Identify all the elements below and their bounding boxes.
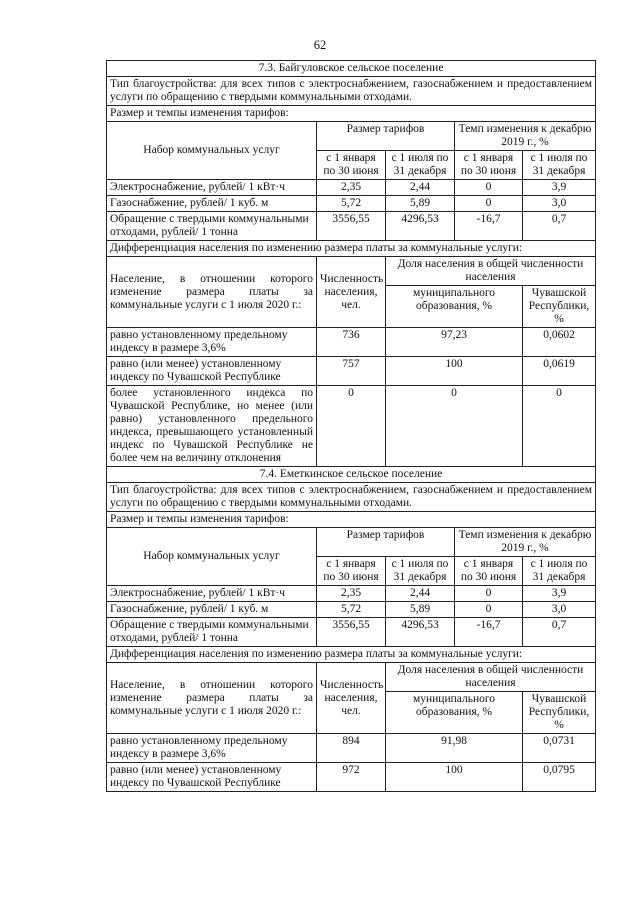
tariff-document-table: [106, 60, 596, 792]
tariff-value: 5,89: [386, 196, 455, 212]
population-group: равно (или менее) установленному индексу по Чувашской Республике: [107, 763, 317, 792]
rate-header: Темп изменения к декабрю 2019 г., %: [455, 122, 596, 151]
population-group: равно установленному предельному индексу в размере 3,6%: [107, 328, 317, 357]
rate-value: 0: [455, 196, 523, 212]
period-jan-header: с 1 января по 30 июня: [455, 151, 523, 180]
rate-value: 3,9: [523, 180, 596, 196]
rate-value: 3,0: [523, 196, 596, 212]
tariff-value: 3556,55: [317, 618, 386, 647]
republic-share: 0,0795: [523, 763, 596, 792]
table-row: [107, 618, 596, 647]
republic-header: Чувашской Республики, %: [523, 692, 596, 734]
population-group: равно (или менее) установленному индексу по Чувашской Республике: [107, 357, 317, 386]
period-jul-header: с 1 июля по 31 декабря: [386, 151, 455, 180]
period-jul-header: с 1 июля по 31 декабря: [386, 557, 455, 586]
rate-value: 0,7: [523, 212, 596, 241]
republic-header: Чувашской Республики, %: [523, 286, 596, 328]
tariffs-caption: Размер и темпы изменения тарифов:: [107, 512, 596, 528]
rate-value: -16,7: [455, 212, 523, 241]
population-group: более установленного индекса по Чувашской Республике, но менее (или равно) установленного предельного индекса, превышающего установленный индекс по Чувашской Республике не более чем на величину отклонения: [107, 386, 317, 467]
tariff-value: 2,44: [386, 586, 455, 602]
service-name: Электроснабжение, рублей/ 1 кВт·ч: [107, 180, 317, 196]
diff-caption: Дифференциация населения по изменению размера платы за коммунальные услуги:: [107, 241, 596, 257]
period-jan-header: с 1 января по 30 июня: [317, 151, 386, 180]
municipal-header: муниципального образования, %: [386, 286, 523, 328]
table-row: [107, 357, 596, 386]
tariff-value: 2,35: [317, 586, 386, 602]
population-header: Население, в отношении которого изменение размера платы за коммунальные услуги с 1 июля 2020 г.:: [107, 257, 317, 328]
population-header: Население, в отношении которого изменение размера платы за коммунальные услуги с 1 июля 2020 г.:: [107, 663, 317, 734]
amenity-type: Тип благоустройства: для всех типов с электроснабжением, газоснабжением и предоставлением услуги по обращению с твердыми коммунальными отходами.: [107, 77, 596, 106]
population-count: 894: [317, 734, 386, 763]
section-title: 7.3. Байгуловское сельское поселение: [107, 61, 596, 77]
population-count: 972: [317, 763, 386, 792]
table-row: [107, 586, 596, 602]
count-header: Численность населения, чел.: [317, 663, 386, 734]
municipal-share: 0: [386, 386, 523, 467]
share-header: Доля населения в общей численности населения: [386, 257, 596, 286]
section-title: 7.4. Еметкинское сельское поселение: [107, 467, 596, 483]
rate-value: -16,7: [455, 618, 523, 647]
tariff-value: 4296,53: [386, 212, 455, 241]
republic-share: 0,0731: [523, 734, 596, 763]
tariff-value: 4296,53: [386, 618, 455, 647]
tariff-value: 2,44: [386, 180, 455, 196]
tariff-value: 5,72: [317, 602, 386, 618]
share-header: Доля населения в общей численности населения: [386, 663, 596, 692]
municipal-share: 100: [386, 763, 523, 792]
diff-caption: Дифференциация населения по изменению размера платы за коммунальные услуги:: [107, 647, 596, 663]
period-jul-header: с 1 июля по 31 декабря: [523, 151, 596, 180]
table-row: [107, 763, 596, 792]
republic-share: 0,0602: [523, 328, 596, 357]
municipal-share: 100: [386, 357, 523, 386]
size-header: Размер тарифов: [317, 122, 455, 151]
document-content: [106, 60, 595, 792]
population-group: равно установленному предельному индексу в размере 3,6%: [107, 734, 317, 763]
republic-share: 0,0619: [523, 357, 596, 386]
municipal-share: 91,98: [386, 734, 523, 763]
population-count: 736: [317, 328, 386, 357]
count-header: Численность населения, чел.: [317, 257, 386, 328]
rate-value: 0: [455, 602, 523, 618]
municipal-header: муниципального образования, %: [386, 692, 523, 734]
period-jul-header: с 1 июля по 31 декабря: [523, 557, 596, 586]
period-jan-header: с 1 января по 30 июня: [317, 557, 386, 586]
amenity-type: Тип благоустройства: для всех типов с электроснабжением, газоснабжением и предоставлением услуги по обращению с твердыми коммунальными отходами.: [107, 483, 596, 512]
service-name: Обращение с твердыми коммунальными отходами, рублей/ 1 тонна: [107, 212, 317, 241]
tariffs-caption: Размер и темпы изменения тарифов:: [107, 106, 596, 122]
table-row: [107, 196, 596, 212]
rate-value: 3,9: [523, 586, 596, 602]
tariff-value: 5,89: [386, 602, 455, 618]
page-number: 62: [313, 38, 327, 52]
service-name: Обращение с твердыми коммунальными отходами, рублей/ 1 тонна: [107, 618, 317, 647]
rate-value: 0: [455, 586, 523, 602]
population-count: 757: [317, 357, 386, 386]
table-row: [107, 328, 596, 357]
population-count: 0: [317, 386, 386, 467]
rate-value: 0,7: [523, 618, 596, 647]
service-name: Электроснабжение, рублей/ 1 кВт·ч: [107, 586, 317, 602]
republic-share: 0: [523, 386, 596, 467]
table-row: [107, 180, 596, 196]
tariff-value: 3556,55: [317, 212, 386, 241]
table-row: [107, 734, 596, 763]
service-name: Газоснабжение, рублей/ 1 куб. м: [107, 196, 317, 212]
services-header: Набор коммунальных услуг: [107, 528, 317, 586]
rate-header: Темп изменения к декабрю 2019 г., %: [455, 528, 596, 557]
rate-value: 3,0: [523, 602, 596, 618]
rate-value: 0: [455, 180, 523, 196]
services-header: Набор коммунальных услуг: [107, 122, 317, 180]
table-row: [107, 602, 596, 618]
period-jan-header: с 1 января по 30 июня: [455, 557, 523, 586]
table-row: [107, 386, 596, 467]
size-header: Размер тарифов: [317, 528, 455, 557]
tariff-value: 5,72: [317, 196, 386, 212]
table-row: [107, 212, 596, 241]
service-name: Газоснабжение, рублей/ 1 куб. м: [107, 602, 317, 618]
tariff-value: 2,35: [317, 180, 386, 196]
municipal-share: 97,23: [386, 328, 523, 357]
